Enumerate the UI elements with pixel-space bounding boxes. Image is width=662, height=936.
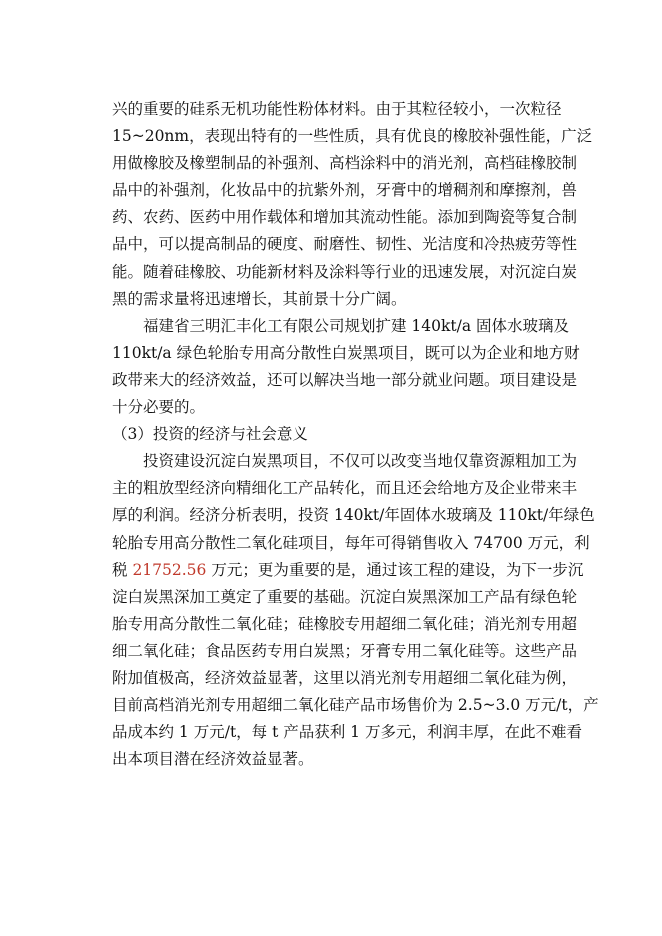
text-line: 轮胎专用高分散性二氧化硅项目，每年可得销售收入 74700 万元，利 xyxy=(112,533,590,552)
section-heading: （3）投资的经济与社会意义 xyxy=(112,425,308,444)
paragraph-economic-significance xyxy=(112,448,599,773)
text-line: 福建省三明汇丰化工有限公司规划扩建 140kt/a 固体水玻璃及 xyxy=(143,316,570,335)
text-line: 附加值极高，经济效益显著，这里以消光剂专用超细二氧化硅为例， xyxy=(112,668,578,687)
text-line: 投资建设沉淀白炭黑项目，不仅可以改变当地仅靠资源粗加工为 xyxy=(143,452,578,471)
text-line: 厚的利润。经济分析表明，投资 140kt/年固体水玻璃及 110kt/年绿色 xyxy=(112,506,595,525)
text-line: 品中，可以提高制品的硬度、耐磨性、韧性、光洁度和冷热疲劳等性 xyxy=(112,235,578,254)
text-line: 品中的补强剂，化妆品中的抗紫外剂，牙膏中的增稠剂和摩擦剂，兽 xyxy=(112,181,578,200)
text-line xyxy=(112,557,582,584)
text-line: 能。随着硅橡胶、功能新材料及涂料等行业的迅速发展，对沉淀白炭 xyxy=(112,262,578,281)
text-line: 细二氧化硅；食品医药专用白炭黑；牙膏专用二氧化硅等。这些产品 xyxy=(112,641,578,660)
text-line: 十分必要的。 xyxy=(112,398,206,417)
text-line: 胎专用高分散性二氧化硅；硅橡胶专用超细二氧化硅；消光剂专用超 xyxy=(112,614,578,633)
paragraph-project-necessity xyxy=(112,313,582,421)
text-fragment: 万元；更为重要的是，通过该工程的建设，为下一步沉 xyxy=(206,560,584,579)
text-line: 药、农药、医药中用作载体和增加其流动性能。添加到陶瓷等复合制 xyxy=(112,208,578,227)
text-line: 黑的需求量将迅速增长，其前景十分广阔。 xyxy=(112,289,407,308)
text-line: 主的粗放型经济向精细化工产品转化，而且还会给地方及企业带来丰 xyxy=(112,479,578,498)
text-line: 政带来大的经济效益，还可以解决当地一部分就业问题。项目建设是 xyxy=(112,370,578,389)
text-line: 目前高档消光剂专用超细二氧化硅产品市场售价为 2.5~3.0 万元/t，产 xyxy=(112,696,599,715)
document-body xyxy=(112,96,599,773)
text-line: 淀白炭黑深加工奠定了重要的基础。沉淀白炭黑深加工产品有绿色轮 xyxy=(112,587,578,606)
text-line: 用做橡胶及橡塑制品的补强剂、高档涂料中的消光剂，高档硅橡胶制 xyxy=(112,154,578,173)
paragraph-silica-applications xyxy=(112,96,593,313)
text-line: 110kt/a 绿色轮胎专用高分散性白炭黑项目，既可以为企业和地方财 xyxy=(112,343,580,362)
highlighted-tax-value: 21752.56 xyxy=(132,560,207,579)
text-line: 15~20nm，表现出特有的一些性质，具有优良的橡胶补强性能，广泛 xyxy=(112,127,593,146)
text-line: 出本项目潜在经济效益显著。 xyxy=(112,750,314,769)
text-line: 品成本约 1 万元/t，每 t 产品获利 1 万多元，利润丰厚，在此不难看 xyxy=(112,723,582,742)
text-fragment: 税 xyxy=(112,560,133,579)
text-line: 兴的重要的硅系无机功能性粉体材料。由于其粒径较小，一次粒径 xyxy=(112,100,562,118)
